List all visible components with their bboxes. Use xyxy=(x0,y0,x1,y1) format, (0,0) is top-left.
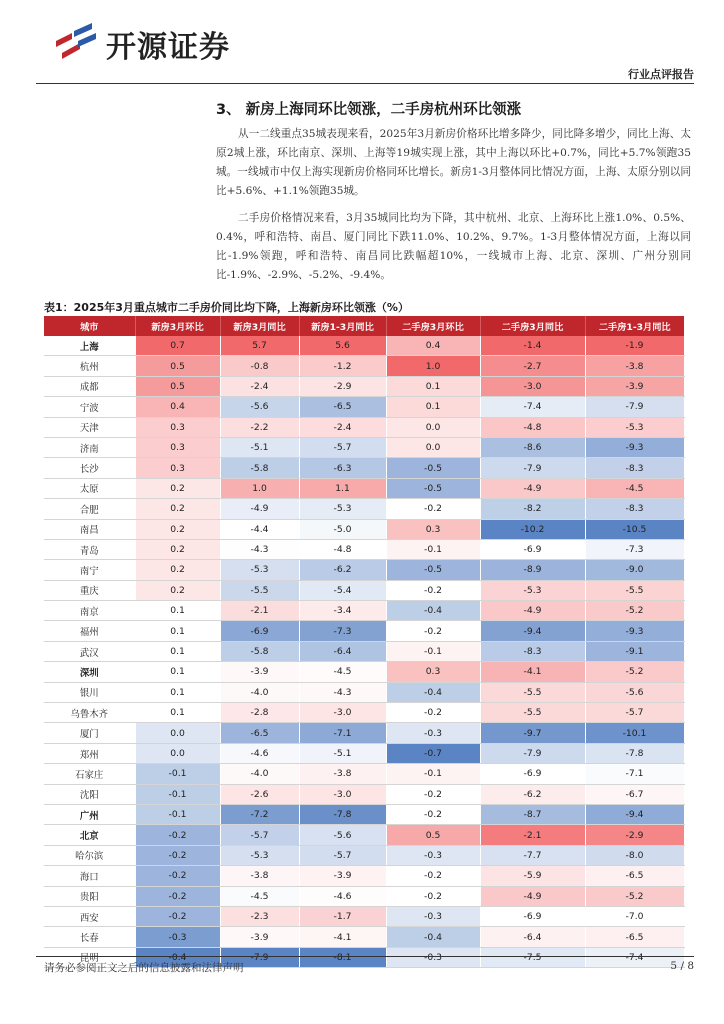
new-mom-cell: 0.5 xyxy=(135,376,220,396)
second-yoy-cell: -4.9 xyxy=(480,601,585,621)
new-ytd-cell: -3.9 xyxy=(299,866,386,886)
new-yoy-cell: -7.2 xyxy=(220,804,299,824)
new-mom-cell: 0.1 xyxy=(135,703,220,723)
new-mom-cell: 0.1 xyxy=(135,621,220,641)
second-yoy-cell: -9.4 xyxy=(480,621,585,641)
new-mom-cell: 0.7 xyxy=(135,336,220,356)
second-yoy-cell: -6.9 xyxy=(480,764,585,784)
second-mom-cell: -0.3 xyxy=(386,845,480,865)
second-ytd-cell: -5.6 xyxy=(585,682,684,702)
table-header-row xyxy=(44,316,684,336)
new-mom-cell: 0.2 xyxy=(135,539,220,559)
city-cell: 昆明 xyxy=(44,947,135,967)
logo-text: 开源证券 xyxy=(106,30,230,65)
new-ytd-cell: -6.3 xyxy=(299,458,386,478)
second-ytd-cell: -10.5 xyxy=(585,519,684,539)
second-ytd-cell: -5.2 xyxy=(585,601,684,621)
city-cell: 哈尔滨 xyxy=(44,845,135,865)
second-ytd-cell: -5.7 xyxy=(585,703,684,723)
table-row xyxy=(44,458,684,478)
city-cell: 武汉 xyxy=(44,641,135,661)
new-mom-cell: 0.2 xyxy=(135,560,220,580)
new-yoy-cell: -2.2 xyxy=(220,417,299,437)
new-yoy-cell: -2.4 xyxy=(220,376,299,396)
header-new-yoy: 新房3月同比 xyxy=(220,316,299,336)
new-ytd-cell: -3.0 xyxy=(299,784,386,804)
second-yoy-cell: -7.7 xyxy=(480,845,585,865)
city-cell: 海口 xyxy=(44,866,135,886)
footer-disclaimer: 请务必参阅正文之后的信息披露和法律声明 xyxy=(44,962,244,974)
second-ytd-cell: -9.3 xyxy=(585,621,684,641)
new-yoy-cell: -3.8 xyxy=(220,866,299,886)
second-yoy-cell: -8.7 xyxy=(480,804,585,824)
second-mom-cell: -0.2 xyxy=(386,886,480,906)
new-yoy-cell: -2.6 xyxy=(220,784,299,804)
table-row xyxy=(44,825,684,845)
new-mom-cell: 0.3 xyxy=(135,437,220,457)
new-ytd-cell: -4.8 xyxy=(299,539,386,559)
second-mom-cell: -0.4 xyxy=(386,927,480,947)
new-mom-cell: 0.0 xyxy=(135,723,220,743)
second-yoy-cell: -7.9 xyxy=(480,743,585,763)
table-row xyxy=(44,743,684,763)
table-row xyxy=(44,906,684,926)
new-yoy-cell: -7.9 xyxy=(220,947,299,967)
new-ytd-cell: -3.8 xyxy=(299,764,386,784)
second-yoy-cell: -1.4 xyxy=(480,336,585,356)
new-mom-cell: -0.2 xyxy=(135,866,220,886)
new-ytd-cell: -5.7 xyxy=(299,845,386,865)
new-yoy-cell: -2.1 xyxy=(220,601,299,621)
second-ytd-cell: -8.3 xyxy=(585,458,684,478)
table-row xyxy=(44,580,684,600)
new-ytd-cell: -2.9 xyxy=(299,376,386,396)
new-mom-cell: -0.2 xyxy=(135,886,220,906)
new-yoy-cell: -4.5 xyxy=(220,886,299,906)
page-number: 5 / 8 xyxy=(670,960,694,972)
second-mom-cell: -0.4 xyxy=(386,601,480,621)
table-row xyxy=(44,539,684,559)
city-cell: 贵阳 xyxy=(44,886,135,906)
kaiyuan-logo-icon xyxy=(52,21,98,67)
second-ytd-cell: -5.2 xyxy=(585,662,684,682)
second-mom-cell: -0.3 xyxy=(386,947,480,967)
new-yoy-cell: -5.7 xyxy=(220,825,299,845)
city-cell: 南京 xyxy=(44,601,135,621)
second-ytd-cell: -7.1 xyxy=(585,764,684,784)
second-mom-cell: 0.3 xyxy=(386,662,480,682)
second-yoy-cell: -3.0 xyxy=(480,376,585,396)
second-ytd-cell: -7.3 xyxy=(585,539,684,559)
new-mom-cell: 0.2 xyxy=(135,478,220,498)
price-table xyxy=(44,316,685,968)
second-ytd-cell: -9.0 xyxy=(585,560,684,580)
new-yoy-cell: -5.5 xyxy=(220,580,299,600)
second-mom-cell: -0.2 xyxy=(386,703,480,723)
second-mom-cell: -0.2 xyxy=(386,499,480,519)
section-title: 3、 新房上海同环比领涨，二手房杭州环比领涨 xyxy=(216,102,522,118)
second-yoy-cell: -7.5 xyxy=(480,947,585,967)
city-cell: 南宁 xyxy=(44,560,135,580)
new-yoy-cell: -3.9 xyxy=(220,927,299,947)
paragraph-second-hand: 二手房价格情况来看，3月35城同比均为下降，其中杭州、北京、上海环比上涨1.0%、0.5%、0.4%，呼和浩特、南昌、厦门同比下跌11.0%、10.2%、9.7%。1-3月整体情况方面，上海以同比-1.9%领跑，呼和浩特、南昌同比跌幅超10%，一线城市上海、北京、深圳、广州分别同比-1.9%、-2.9%、-5.2%、-9.4%。 xyxy=(216,212,691,281)
new-ytd-cell: -5.7 xyxy=(299,437,386,457)
second-yoy-cell: -10.2 xyxy=(480,519,585,539)
new-ytd-cell: -5.0 xyxy=(299,519,386,539)
new-mom-cell: 0.4 xyxy=(135,397,220,417)
table-row xyxy=(44,601,684,621)
city-cell: 石家庄 xyxy=(44,764,135,784)
city-cell: 济南 xyxy=(44,437,135,457)
new-mom-cell: 0.1 xyxy=(135,641,220,661)
new-yoy-cell: -3.9 xyxy=(220,662,299,682)
second-yoy-cell: -8.3 xyxy=(480,641,585,661)
new-mom-cell: 0.0 xyxy=(135,743,220,763)
second-yoy-cell: -5.9 xyxy=(480,866,585,886)
header-second-mom: 二手房3月环比 xyxy=(386,316,480,336)
city-cell: 北京 xyxy=(44,825,135,845)
new-mom-cell: 0.3 xyxy=(135,458,220,478)
city-cell: 银川 xyxy=(44,682,135,702)
new-yoy-cell: -5.1 xyxy=(220,437,299,457)
new-ytd-cell: -7.1 xyxy=(299,723,386,743)
second-mom-cell: 0.0 xyxy=(386,417,480,437)
header-new-mom: 新房3月环比 xyxy=(135,316,220,336)
second-ytd-cell: -1.9 xyxy=(585,336,684,356)
second-yoy-cell: -5.5 xyxy=(480,682,585,702)
second-mom-cell: -0.5 xyxy=(386,560,480,580)
table-row xyxy=(44,417,684,437)
table-row xyxy=(44,336,684,356)
table-row xyxy=(44,641,684,661)
second-yoy-cell: -9.7 xyxy=(480,723,585,743)
new-mom-cell: -0.2 xyxy=(135,906,220,926)
city-cell: 合肥 xyxy=(44,499,135,519)
second-mom-cell: 0.5 xyxy=(386,825,480,845)
new-mom-cell: -0.2 xyxy=(135,845,220,865)
second-mom-cell: -0.5 xyxy=(386,458,480,478)
second-yoy-cell: -8.2 xyxy=(480,499,585,519)
table-row xyxy=(44,437,684,457)
second-mom-cell: -0.2 xyxy=(386,621,480,641)
second-ytd-cell: -5.2 xyxy=(585,886,684,906)
new-yoy-cell: -5.3 xyxy=(220,560,299,580)
second-ytd-cell: -8.3 xyxy=(585,499,684,519)
second-yoy-cell: -6.9 xyxy=(480,906,585,926)
second-ytd-cell: -9.4 xyxy=(585,804,684,824)
city-cell: 长沙 xyxy=(44,458,135,478)
city-cell: 重庆 xyxy=(44,580,135,600)
new-mom-cell: 0.1 xyxy=(135,601,220,621)
second-yoy-cell: -6.9 xyxy=(480,539,585,559)
header-divider xyxy=(36,83,694,84)
city-cell: 太原 xyxy=(44,478,135,498)
new-yoy-cell: 1.0 xyxy=(220,478,299,498)
new-yoy-cell: -6.9 xyxy=(220,621,299,641)
new-ytd-cell: -4.1 xyxy=(299,927,386,947)
second-mom-cell: -0.3 xyxy=(386,906,480,926)
new-ytd-cell: -5.1 xyxy=(299,743,386,763)
second-ytd-cell: -8.0 xyxy=(585,845,684,865)
second-mom-cell: -0.1 xyxy=(386,539,480,559)
new-mom-cell: 0.2 xyxy=(135,519,220,539)
new-ytd-cell: -6.2 xyxy=(299,560,386,580)
new-yoy-cell: -2.8 xyxy=(220,703,299,723)
new-yoy-cell: -0.8 xyxy=(220,356,299,376)
new-ytd-cell: -5.4 xyxy=(299,580,386,600)
second-mom-cell: -0.4 xyxy=(386,682,480,702)
new-ytd-cell: -6.5 xyxy=(299,397,386,417)
new-ytd-cell: -7.3 xyxy=(299,621,386,641)
second-mom-cell: -0.2 xyxy=(386,784,480,804)
new-mom-cell: 0.2 xyxy=(135,580,220,600)
city-cell: 西安 xyxy=(44,906,135,926)
new-ytd-cell: -3.4 xyxy=(299,601,386,621)
new-mom-cell: -0.2 xyxy=(135,825,220,845)
second-ytd-cell: -9.3 xyxy=(585,437,684,457)
second-mom-cell: 0.1 xyxy=(386,397,480,417)
new-yoy-cell: -5.3 xyxy=(220,845,299,865)
new-ytd-cell: -8.1 xyxy=(299,947,386,967)
second-ytd-cell: -3.9 xyxy=(585,376,684,396)
second-yoy-cell: -4.9 xyxy=(480,478,585,498)
footer-divider xyxy=(36,956,694,957)
new-mom-cell: -0.1 xyxy=(135,764,220,784)
city-cell: 天津 xyxy=(44,417,135,437)
table-row xyxy=(44,621,684,641)
second-yoy-cell: -5.5 xyxy=(480,703,585,723)
city-cell: 郑州 xyxy=(44,743,135,763)
new-yoy-cell: -4.0 xyxy=(220,682,299,702)
new-ytd-cell: -5.3 xyxy=(299,499,386,519)
second-ytd-cell: -10.1 xyxy=(585,723,684,743)
table-caption: 表1：2025年3月重点城市二手房价同比均下降，上海新房环比领涨（%） xyxy=(44,301,409,314)
second-mom-cell: -0.1 xyxy=(386,764,480,784)
new-yoy-cell: -2.3 xyxy=(220,906,299,926)
second-yoy-cell: -4.9 xyxy=(480,886,585,906)
new-ytd-cell: 1.1 xyxy=(299,478,386,498)
second-ytd-cell: -7.0 xyxy=(585,906,684,926)
new-yoy-cell: -5.8 xyxy=(220,641,299,661)
header-new-ytd: 新房1-3月同比 xyxy=(299,316,386,336)
city-cell: 南昌 xyxy=(44,519,135,539)
new-ytd-cell: -2.4 xyxy=(299,417,386,437)
table-row xyxy=(44,356,684,376)
second-ytd-cell: -4.5 xyxy=(585,478,684,498)
second-mom-cell: 1.0 xyxy=(386,356,480,376)
new-mom-cell: -0.1 xyxy=(135,784,220,804)
paragraph-new-homes: 从一二线重点35城表现来看，2025年3月新房价格环比增多降少，同比降多增少，同比上海、太原2城上涨，环比南京、深圳、上海等19城实现上涨，其中上海以环比+0.7%，同比+5.7%领跑35城。一线城市中仅上海实现新房价格同环比增长。新房1-3月整体同比情况方面，上海、太原分别以同比+5.6%、+1.1%领跑35城。 xyxy=(216,128,691,197)
table-row xyxy=(44,560,684,580)
city-cell: 沈阳 xyxy=(44,784,135,804)
company-logo xyxy=(52,20,230,68)
second-mom-cell: 0.0 xyxy=(386,437,480,457)
second-yoy-cell: -6.2 xyxy=(480,784,585,804)
second-yoy-cell: -2.1 xyxy=(480,825,585,845)
second-mom-cell: 0.1 xyxy=(386,376,480,396)
new-ytd-cell: -5.6 xyxy=(299,825,386,845)
second-yoy-cell: -4.8 xyxy=(480,417,585,437)
city-cell: 广州 xyxy=(44,804,135,824)
city-cell: 厦门 xyxy=(44,723,135,743)
new-ytd-cell: -7.8 xyxy=(299,804,386,824)
table-row xyxy=(44,519,684,539)
city-cell: 宁波 xyxy=(44,397,135,417)
table-row xyxy=(44,804,684,824)
second-mom-cell: -0.3 xyxy=(386,723,480,743)
new-ytd-cell: -1.2 xyxy=(299,356,386,376)
new-yoy-cell: 5.7 xyxy=(220,336,299,356)
new-yoy-cell: -4.9 xyxy=(220,499,299,519)
second-mom-cell: -0.5 xyxy=(386,478,480,498)
city-cell: 深圳 xyxy=(44,662,135,682)
new-ytd-cell: -4.3 xyxy=(299,682,386,702)
city-cell: 上海 xyxy=(44,336,135,356)
second-yoy-cell: -6.4 xyxy=(480,927,585,947)
second-ytd-cell: -6.7 xyxy=(585,784,684,804)
second-yoy-cell: -8.9 xyxy=(480,560,585,580)
new-mom-cell: 0.3 xyxy=(135,417,220,437)
second-yoy-cell: -2.7 xyxy=(480,356,585,376)
second-yoy-cell: -7.4 xyxy=(480,397,585,417)
second-ytd-cell: -6.5 xyxy=(585,866,684,886)
table-row xyxy=(44,703,684,723)
table-row xyxy=(44,478,684,498)
table-row xyxy=(44,397,684,417)
table-row xyxy=(44,764,684,784)
second-yoy-cell: -7.9 xyxy=(480,458,585,478)
second-ytd-cell: -7.8 xyxy=(585,743,684,763)
table-row xyxy=(44,499,684,519)
new-mom-cell: 0.1 xyxy=(135,662,220,682)
second-ytd-cell: -7.4 xyxy=(585,947,684,967)
new-ytd-cell: -1.7 xyxy=(299,906,386,926)
second-mom-cell: -0.2 xyxy=(386,580,480,600)
second-yoy-cell: -8.6 xyxy=(480,437,585,457)
new-mom-cell: -0.1 xyxy=(135,804,220,824)
city-cell: 乌鲁木齐 xyxy=(44,703,135,723)
new-mom-cell: 0.5 xyxy=(135,356,220,376)
header-city: 城市 xyxy=(44,316,135,336)
new-yoy-cell: -4.3 xyxy=(220,539,299,559)
table-row xyxy=(44,927,684,947)
table-row xyxy=(44,886,684,906)
table-row xyxy=(44,662,684,682)
new-yoy-cell: -4.6 xyxy=(220,743,299,763)
new-yoy-cell: -5.8 xyxy=(220,458,299,478)
header-second-ytd: 二手房1-3月同比 xyxy=(585,316,684,336)
table-row xyxy=(44,682,684,702)
table-row xyxy=(44,723,684,743)
new-ytd-cell: -4.6 xyxy=(299,886,386,906)
new-ytd-cell: 5.6 xyxy=(299,336,386,356)
report-type-label: 行业点评报告 xyxy=(628,68,694,81)
new-ytd-cell: -4.5 xyxy=(299,662,386,682)
table-row xyxy=(44,845,684,865)
second-yoy-cell: -5.3 xyxy=(480,580,585,600)
second-ytd-cell: -3.8 xyxy=(585,356,684,376)
second-ytd-cell: -7.9 xyxy=(585,397,684,417)
header-second-yoy: 二手房3月同比 xyxy=(480,316,585,336)
new-ytd-cell: -6.4 xyxy=(299,641,386,661)
second-yoy-cell: -4.1 xyxy=(480,662,585,682)
new-ytd-cell: -3.0 xyxy=(299,703,386,723)
second-mom-cell: -0.1 xyxy=(386,641,480,661)
city-cell: 福州 xyxy=(44,621,135,641)
second-ytd-cell: -2.9 xyxy=(585,825,684,845)
new-mom-cell: -0.4 xyxy=(135,947,220,967)
new-yoy-cell: -4.4 xyxy=(220,519,299,539)
new-yoy-cell: -4.0 xyxy=(220,764,299,784)
second-ytd-cell: -6.5 xyxy=(585,927,684,947)
table-row xyxy=(44,866,684,886)
new-yoy-cell: -5.6 xyxy=(220,397,299,417)
second-ytd-cell: -5.3 xyxy=(585,417,684,437)
table-row xyxy=(44,784,684,804)
new-yoy-cell: -6.5 xyxy=(220,723,299,743)
city-cell: 杭州 xyxy=(44,356,135,376)
second-ytd-cell: -5.5 xyxy=(585,580,684,600)
city-cell: 青岛 xyxy=(44,539,135,559)
second-mom-cell: 0.4 xyxy=(386,336,480,356)
second-mom-cell: 0.3 xyxy=(386,519,480,539)
city-cell: 成都 xyxy=(44,376,135,396)
new-mom-cell: 0.2 xyxy=(135,499,220,519)
second-mom-cell: -0.2 xyxy=(386,804,480,824)
new-mom-cell: 0.1 xyxy=(135,682,220,702)
second-ytd-cell: -9.1 xyxy=(585,641,684,661)
new-mom-cell: -0.3 xyxy=(135,927,220,947)
table-row xyxy=(44,376,684,396)
second-mom-cell: -0.2 xyxy=(386,866,480,886)
second-mom-cell: -0.7 xyxy=(386,743,480,763)
city-cell: 长春 xyxy=(44,927,135,947)
